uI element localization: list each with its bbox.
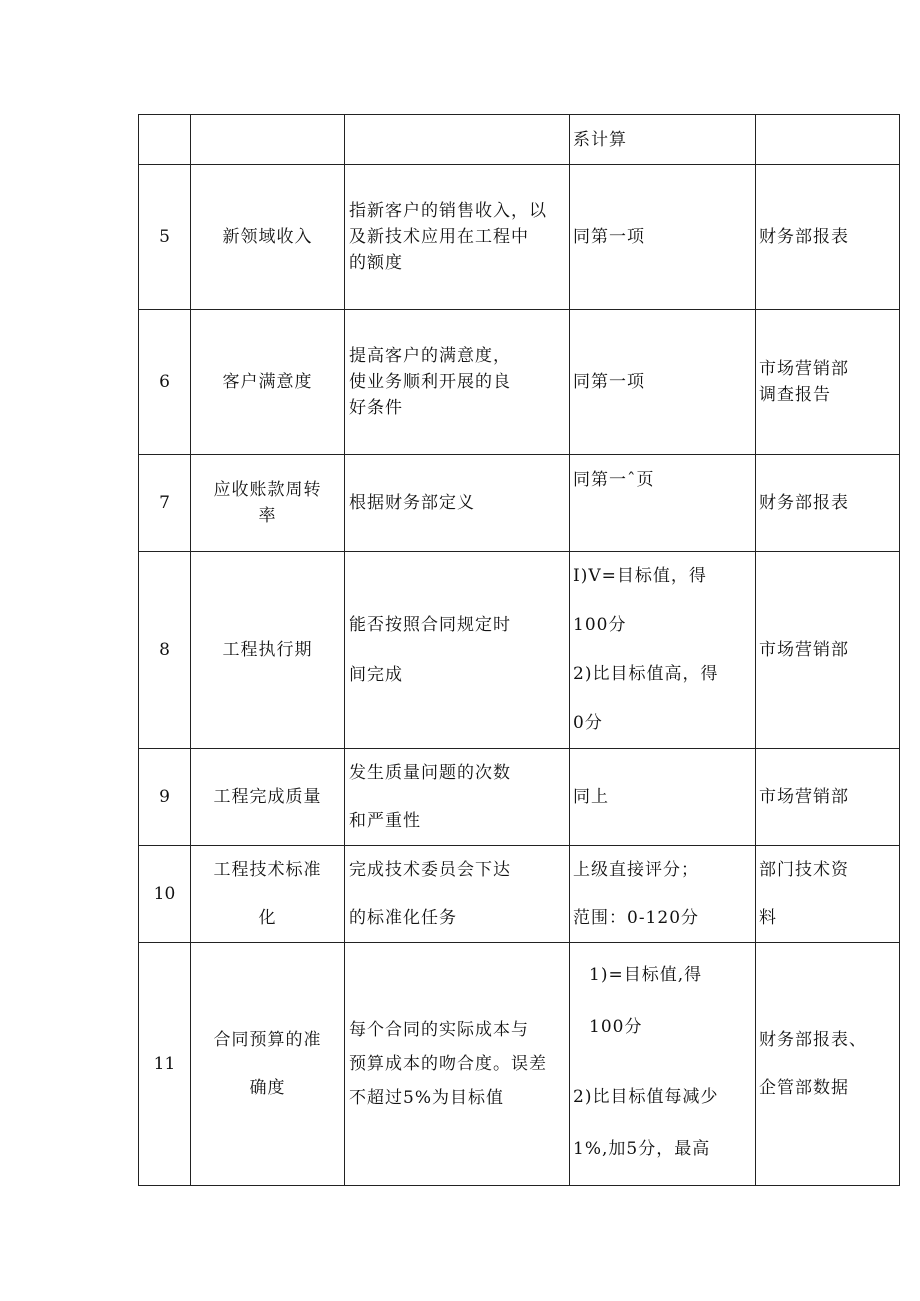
cell-indicator-name xyxy=(191,552,345,749)
cell-indicator-name xyxy=(191,846,345,943)
cell-calculation xyxy=(570,846,756,943)
definition-line: 及新技术应用在工程中 xyxy=(349,227,529,247)
cell-definition xyxy=(345,749,570,846)
cell-definition xyxy=(345,552,570,749)
cell-number xyxy=(139,115,191,165)
table-row xyxy=(139,943,900,1186)
definition-line: 好条件 xyxy=(349,398,403,418)
cell-number: 9 xyxy=(139,749,191,846)
cell-number: 5 xyxy=(139,165,191,310)
calc-line: 100分 xyxy=(573,615,627,635)
definition-line: 根据财务部定义 xyxy=(349,493,475,513)
cell-indicator-name xyxy=(191,310,345,455)
cell-calculation xyxy=(570,310,756,455)
definition-line: 指新客户的销售收入，以 xyxy=(349,201,547,221)
calc-line: 2)比目标值每减少 xyxy=(573,1087,719,1107)
calc-line: 2)比目标值高，得 xyxy=(573,664,719,684)
cell-indicator-name xyxy=(191,165,345,310)
definition-line: 预算成本的吻合度。误差 xyxy=(349,1054,547,1074)
definition-line: 间完成 xyxy=(349,665,403,685)
cell-calculation xyxy=(570,115,756,165)
definition-line: 不超过5%为目标值 xyxy=(349,1088,504,1108)
calc-line: 同上 xyxy=(573,787,609,807)
table-row xyxy=(139,455,900,552)
name-line: 化 xyxy=(258,908,277,928)
source-line: 财务部报表、 xyxy=(759,1030,867,1050)
definition-line: 的额度 xyxy=(349,253,403,273)
kpi-table xyxy=(138,114,900,1186)
cell-definition xyxy=(345,846,570,943)
cell-data-source xyxy=(756,165,900,310)
cell-indicator-name xyxy=(191,455,345,552)
cell-calculation xyxy=(570,552,756,749)
source-line: 市场营销部 xyxy=(759,787,849,807)
calc-line: 100分 xyxy=(589,1017,643,1037)
definition-line: 使业务顺利开展的良 xyxy=(349,372,511,392)
table-row xyxy=(139,749,900,846)
source-line: 料 xyxy=(759,908,777,928)
table-row xyxy=(139,165,900,310)
cell-indicator-name xyxy=(191,115,345,165)
calc-line: 上级直接评分； xyxy=(573,860,699,880)
cell-indicator-name xyxy=(191,749,345,846)
cell-data-source xyxy=(756,455,900,552)
name-line: 工程技术标准 xyxy=(213,860,322,880)
cell-definition xyxy=(345,943,570,1186)
source-line: 财务部报表 xyxy=(759,227,849,247)
definition-line: 发生质量问题的次数 xyxy=(349,763,511,783)
table-row xyxy=(139,115,900,165)
cell-number: 8 xyxy=(139,552,191,749)
calc-line: 系计算 xyxy=(573,129,627,150)
cell-indicator-name xyxy=(191,943,345,1186)
name-line: 应收账款周转 xyxy=(213,480,322,500)
definition-line: 和严重性 xyxy=(349,811,421,831)
calc-line: I)V=目标值，得 xyxy=(573,566,707,586)
name-line: 合同预算的准 xyxy=(213,1030,322,1050)
calc-line: 0分 xyxy=(573,713,603,733)
cell-definition xyxy=(345,165,570,310)
cell-definition xyxy=(345,455,570,552)
calc-line: 范围：0-120分 xyxy=(573,908,700,928)
calc-line: 同第一ˆ页 xyxy=(573,470,655,490)
cell-calculation xyxy=(570,165,756,310)
definition-line: 完成技术委员会下达 xyxy=(349,860,511,880)
cell-calculation xyxy=(570,749,756,846)
source-line: 企管部数据 xyxy=(759,1078,849,1098)
cell-data-source xyxy=(756,846,900,943)
calc-line: 同第一项 xyxy=(573,227,645,247)
source-line: 财务部报表 xyxy=(759,493,849,513)
cell-calculation xyxy=(570,943,756,1186)
source-line: 调查报告 xyxy=(759,385,831,405)
name-line: 率 xyxy=(258,506,277,526)
source-line: 市场营销部 xyxy=(759,640,849,660)
name-line: 确度 xyxy=(249,1078,286,1098)
definition-line: 每个合同的实际成本与 xyxy=(349,1020,529,1040)
definition-line: 的标准化任务 xyxy=(349,908,457,928)
source-line: 部门技术资 xyxy=(759,860,849,880)
cell-data-source xyxy=(756,943,900,1186)
cell-data-source xyxy=(756,749,900,846)
definition-line: 能否按照合同规定时 xyxy=(349,615,511,635)
table-row xyxy=(139,846,900,943)
name-line: 工程执行期 xyxy=(222,640,313,660)
cell-definition xyxy=(345,310,570,455)
calc-line: 1%,加5分，最高 xyxy=(573,1139,711,1159)
cell-calculation xyxy=(570,455,756,552)
cell-number: 6 xyxy=(139,310,191,455)
cell-data-source xyxy=(756,552,900,749)
cell-number: 7 xyxy=(139,455,191,552)
cell-number: 10 xyxy=(139,846,191,943)
table-row xyxy=(139,552,900,749)
cell-number: 11 xyxy=(139,943,191,1186)
cell-data-source xyxy=(756,310,900,455)
calc-line: 同第一项 xyxy=(573,372,645,392)
name-line: 新领域收入 xyxy=(222,227,313,247)
calc-line: 1)=目标值,得 xyxy=(589,965,703,985)
cell-data-source xyxy=(756,115,900,165)
name-line: 工程完成质量 xyxy=(213,787,322,807)
definition-line: 提高客户的满意度， xyxy=(349,346,511,366)
table-row xyxy=(139,310,900,455)
cell-definition xyxy=(345,115,570,165)
source-line: 市场营销部 xyxy=(759,359,849,379)
name-line: 客户满意度 xyxy=(222,372,313,392)
